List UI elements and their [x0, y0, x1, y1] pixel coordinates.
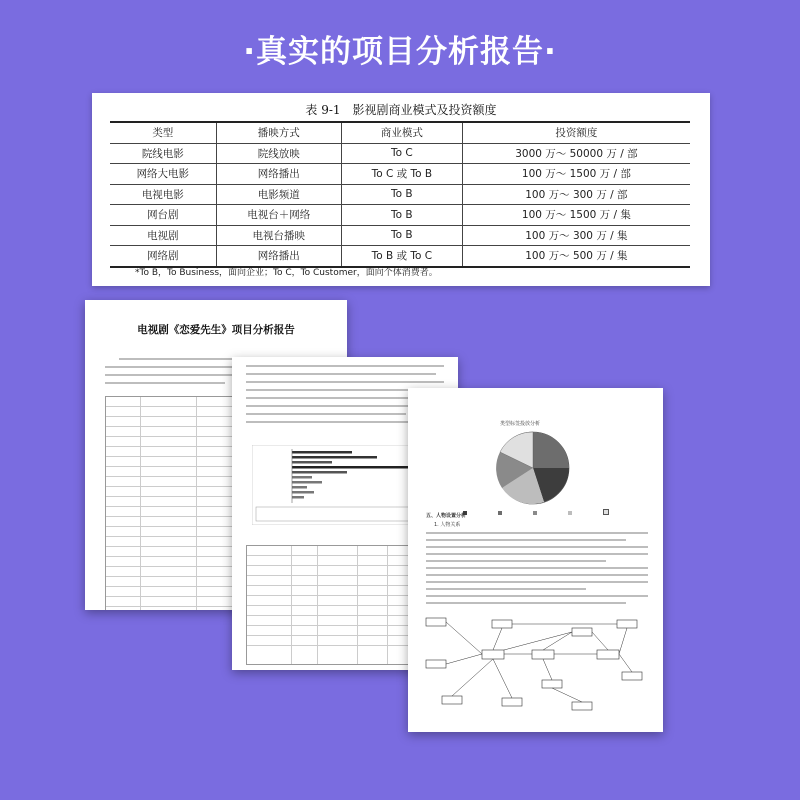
table-header-cell: 商业模式 [341, 122, 462, 143]
table-row [110, 184, 690, 205]
table-cell: To B 或 To C [341, 246, 462, 267]
table-cell: 网台剧 [110, 205, 216, 226]
table-cell: To B [341, 225, 462, 246]
table-row [110, 205, 690, 226]
table-cell: 100 万～ 500 万 / 集 [462, 246, 690, 267]
pie-chart-title: 类型标签投放分析 [500, 421, 541, 427]
investment-table [110, 121, 690, 268]
sub-heading: 1. 人物关系 [434, 522, 461, 528]
report-page-3 [408, 388, 663, 732]
table-cell: To B [341, 205, 462, 226]
table-row [110, 246, 690, 267]
pie-chart [488, 428, 578, 508]
table-cell: 网络大电影 [110, 164, 216, 185]
table-cell: 电视台播映 [216, 225, 341, 246]
table-cell: 网络播出 [216, 246, 341, 267]
table-body [110, 143, 690, 267]
table-cell: 电影频道 [216, 184, 341, 205]
table-header-row [110, 122, 690, 143]
table-cell: To B [341, 184, 462, 205]
table-footnote: *To B，To Business，面向企业；To C，To Customer，面向个体消费者。 [135, 268, 438, 278]
investment-table-card [92, 93, 710, 286]
table-cell: 院线电影 [110, 143, 216, 164]
table-header-cell: 播映方式 [216, 122, 341, 143]
report-title: 电视剧《恋爱先生》项目分析报告 [137, 324, 295, 336]
table-title: 表 9-1 影视剧商业模式及投资额度 [305, 103, 497, 117]
table-cell: To C 或 To B [341, 164, 462, 185]
table-cell: 100 万～ 1500 万 / 部 [462, 164, 690, 185]
table-header-cell: 投资额度 [462, 122, 690, 143]
table-cell: 网络剧 [110, 246, 216, 267]
table-cell: To C [341, 143, 462, 164]
table-cell: 院线放映 [216, 143, 341, 164]
table-cell: 100 万～ 300 万 / 集 [462, 225, 690, 246]
table-cell: 网络播出 [216, 164, 341, 185]
table-cell: 电视剧 [110, 225, 216, 246]
page-banner: ·真实的项目分析报告· [243, 34, 557, 70]
table-row [110, 143, 690, 164]
table-row [110, 225, 690, 246]
table-row [110, 164, 690, 185]
table-header-cell: 类型 [110, 122, 216, 143]
table-cell: 电视台＋网络 [216, 205, 341, 226]
section-heading: 五、人物设置分析 [426, 513, 467, 519]
relationship-diagram [422, 610, 650, 720]
table-cell: 电视电影 [110, 184, 216, 205]
table-cell: 100 万～ 300 万 / 部 [462, 184, 690, 205]
table-cell: 3000 万～ 50000 万 / 部 [462, 143, 690, 164]
table-cell: 100 万～ 1500 万 / 集 [462, 205, 690, 226]
